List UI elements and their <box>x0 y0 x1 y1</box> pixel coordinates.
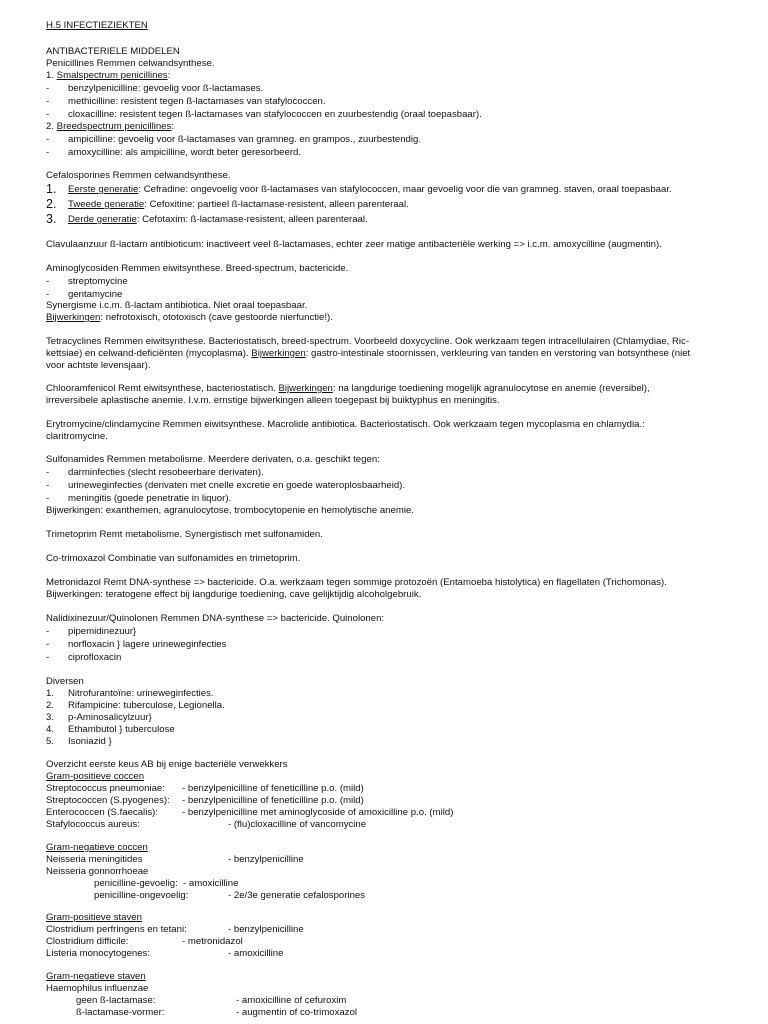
table-row-antibiotic: - benzylpenicilline <box>228 924 304 935</box>
list-number: 1. <box>46 182 57 196</box>
group-heading: Gram-positieve staven <box>46 912 142 923</box>
list-item: Isoniazid } <box>68 736 112 747</box>
list-heading: 2. Breedspectrum penicillines: <box>46 121 174 132</box>
table-row-antibiotic: - augmentin of co-trimoxazol <box>236 1007 358 1018</box>
bullet: - <box>46 134 50 145</box>
paragraph: Bijwerkingen: nefrotoxisch, ototoxisch (cave gestoorde nierfunctie!). <box>46 312 333 323</box>
bullet: - <box>46 147 50 158</box>
bullet: - <box>46 467 50 478</box>
table-row-antibiotic: - benzylpenicilline <box>228 854 304 865</box>
table-row-organism: Neisseria gonnorrhoeae <box>46 866 149 877</box>
table-row-organism: Stafylococcus aureus: <box>46 819 140 830</box>
table-row-antibiotic: - metronidazol <box>182 936 243 947</box>
paragraph: claritromycine. <box>46 431 108 442</box>
table-row-antibiotic: - amoxicilline <box>228 948 284 959</box>
bullet: - <box>46 480 50 491</box>
table-row-organism: penicilline-ongevoelig: <box>94 890 189 901</box>
list-item: darminfecties (slecht resobeerbare derivaten). <box>68 467 264 478</box>
list-item: meningitis (goede penetratie in liquor). <box>68 493 232 504</box>
table-row-organism: geen ß-lactamase: <box>76 995 156 1006</box>
table-row-organism: Neisseria meningitides <box>46 854 143 865</box>
list-number: 3. <box>46 212 57 226</box>
paragraph: Co-trimoxazol Combinatie van sulfonamides en trimetoprim. <box>46 553 301 564</box>
list-item: Rifampicine: tuberculose, Legionella. <box>68 700 225 711</box>
group-heading: Gram-negatieve coccen <box>46 842 148 853</box>
list-number: 4. <box>46 724 55 735</box>
bullet: - <box>46 289 50 300</box>
table-row-organism: Enterococcen (S.faecalis): <box>46 807 158 818</box>
section-heading: Diversen <box>46 676 84 687</box>
table-row-antibiotic: - benzylpenicilline of feneticilline p.o. (mild) <box>182 795 364 806</box>
bullet: - <box>46 83 50 94</box>
list-item: methicilline: resistent tegen ß-lactamases van stafylococcen. <box>68 96 326 107</box>
list-heading: 1. Smalspectrum penicillines: <box>46 70 171 81</box>
group-heading: Gram-negatieve staven <box>46 971 146 982</box>
list-item: benzylpenicilline: gevoelig voor ß-lactamases. <box>68 83 264 94</box>
table-row-organism: Streptococcen (S.pyogenes): <box>46 795 170 806</box>
section-heading: ANTIBACTERIELE MIDDELEN <box>46 46 180 57</box>
bullet: - <box>46 109 50 120</box>
paragraph: Sulfonamides Remmen metabolisme. Meerdere derivaten, o.a. geschikt tegen: <box>46 454 380 465</box>
list-number: 2. <box>46 700 55 711</box>
group-heading: Gram-positieve coccen <box>46 771 145 782</box>
list-item: gentamycine <box>68 289 123 300</box>
table-row-organism: Haemophilus influenzae <box>46 983 149 994</box>
section-heading: Overzicht eerste keus AB bij enige bacteriële verwekkers <box>46 759 288 770</box>
table-row-antibiotic: - benzylpenicilline of feneticilline p.o. (mild) <box>182 783 364 794</box>
list-number: 2. <box>46 197 57 211</box>
list-item: cloxacilline: resistent tegen ß-lactamases van stafylococcen en zuurbestendig (oraal toepasbaar). <box>68 109 482 120</box>
list-number: 1. <box>46 688 55 699</box>
paragraph: Trimetoprim Remt metabolisme. Synergistisch met sulfonamiden. <box>46 529 323 540</box>
paragraph: Chlooramfenicol Remt eiwitsynthese, bacteriostatisch. Bijwerkingen: na langdurige toediening mogelijk agranulocytose en anemie (reversibel), <box>46 383 650 394</box>
paragraph: Clavulaanzuur ß-lactam antibioticum: inactiveert veel ß-lactamases, echter zeer matige antibacteriële werking => i.c.m. amoxycilline (augmentin). <box>46 239 662 250</box>
paragraph: Aminoglycosiden Remmen eiwitsynthese. Breed-spectrum, bactericide. <box>46 263 349 274</box>
bullet: - <box>46 276 50 287</box>
paragraph: irreversibele aplastische anemie. I.v.m. ernstige bijwerkingen alleen toegepast bij buiktyphus en meningitis. <box>46 395 500 406</box>
paragraph: Penicillines Remmen celwandsynthese. <box>46 58 215 69</box>
table-row-organism: Streptococcus pneumoniae: <box>46 783 165 794</box>
table-row-antibiotic: - 2e/3e generatie cefalosporines <box>228 890 366 901</box>
table-row-organism: Clostridium perfringens en tetani: <box>46 924 187 935</box>
paragraph: Erytromycine/clindamycine Remmen eiwitsynthese. Macrolide antibiotica. Bacteriostatisch. Ook werkzaam tegen mycoplasma en chlamydia.: <box>46 419 645 430</box>
list-item: urineweginfecties (derivaten met cnelle excretie en goede wateroplosbaarheid). <box>68 480 406 491</box>
table-row-antibiotic: - amoxicilline <box>183 878 239 889</box>
paragraph: Nalidixinezuur/Quinolonen Remmen DNA-synthese => bactericide. Quinolonen: <box>46 613 385 624</box>
table-row-organism: penicilline-gevoelig: <box>94 878 178 889</box>
paragraph: Cefalosporines Remmen celwandsynthese. <box>46 170 231 181</box>
bullet: - <box>46 96 50 107</box>
paragraph: Synergisme i.c.m. ß-lactam antibiotica. Niet oraal toepasbaar. <box>46 300 308 311</box>
list-item: Tweede generatie: Cefoxitine: partieel ß-lactamase-resistent, alleen parenteraal. <box>68 199 409 210</box>
list-item: streptomycine <box>68 276 128 287</box>
list-item: Nitrofurantoïne: urineweginfecties. <box>68 688 214 699</box>
paragraph: voor achtste levensjaar). <box>46 360 151 371</box>
table-row-antibiotic: - amoxicilline of cefuroxim <box>236 995 347 1006</box>
table-row-organism: Listeria monocytogenes: <box>46 948 150 959</box>
list-item: p-Aminosalicylzuur} <box>68 712 152 723</box>
list-item: Derde generatie: Cefotaxim: ß-lactamase-resistent, alleen parenteraal. <box>68 214 368 225</box>
list-item: Eerste generatie: Cefradine: ongevoelig voor ß-lactamases van stafylococcen, maar gevoelig voor die van gramneg. staven, oraal toepasbaar. <box>68 184 672 195</box>
list-item: ciprofloxacin <box>68 652 122 663</box>
paragraph: Bijwerkingen: teratogene effect bij langdurige toediening, cave gelijktijdig alcoholgebruik. <box>46 589 422 600</box>
paragraph: Metronidazol Remt DNA-synthese => bactericide. O.a. werkzaam tegen sommige protozoën (Entamoeba histolytica) en flagellaten (Trichomonas). <box>46 577 667 588</box>
table-row-antibiotic: - benzylpenicilline met aminoglycoside of amoxicilline p.o. (mild) <box>182 807 454 818</box>
list-item: amoxycilline: als ampicilline, wordt beter geresorbeerd. <box>68 147 302 158</box>
list-number: 5. <box>46 736 55 747</box>
bullet: - <box>46 493 50 504</box>
table-row-antibiotic: - (flu)cloxacilline of vancomycine <box>228 819 367 830</box>
list-item: pipemidinezuur} <box>68 626 137 637</box>
list-item: ampicilline: gevoelig voor ß-lactamases van gramneg. en grampos., zuurbestendig. <box>68 134 422 145</box>
bullet: - <box>46 639 50 650</box>
table-row-organism: ß-lactamase-vormer: <box>76 1007 165 1018</box>
paragraph: Tetracyclines Remmen eiwitsynthese. Bacteriostatisch, breed-spectrum. Voorbeeld doxycycline. Ook werkzaam tegen intracellulairen (Chlamydiae, Ric- <box>46 336 690 347</box>
paragraph: kettsiae) en celwand-deficiënten (mycoplasma). Bijwerkingen: gastro-intestinale stoornissen, verkleuring van tanden en verstoring van botsynthese (niet <box>46 348 691 359</box>
paragraph: Bijwerkingen: exanthemen, agranulocytose, trombocytopenie en hemolytische anemie. <box>46 505 414 516</box>
list-item: Ethambutol } tuberculose <box>68 724 175 735</box>
bullet: - <box>46 626 50 637</box>
list-number: 3. <box>46 712 55 723</box>
document-title: H.5 INFECTIEZIEKTEN <box>46 20 148 31</box>
list-item: norfloxacin } lagere urineweginfecties <box>68 639 227 650</box>
table-row-organism: Clostridium difficile: <box>46 936 129 947</box>
bullet: - <box>46 652 50 663</box>
